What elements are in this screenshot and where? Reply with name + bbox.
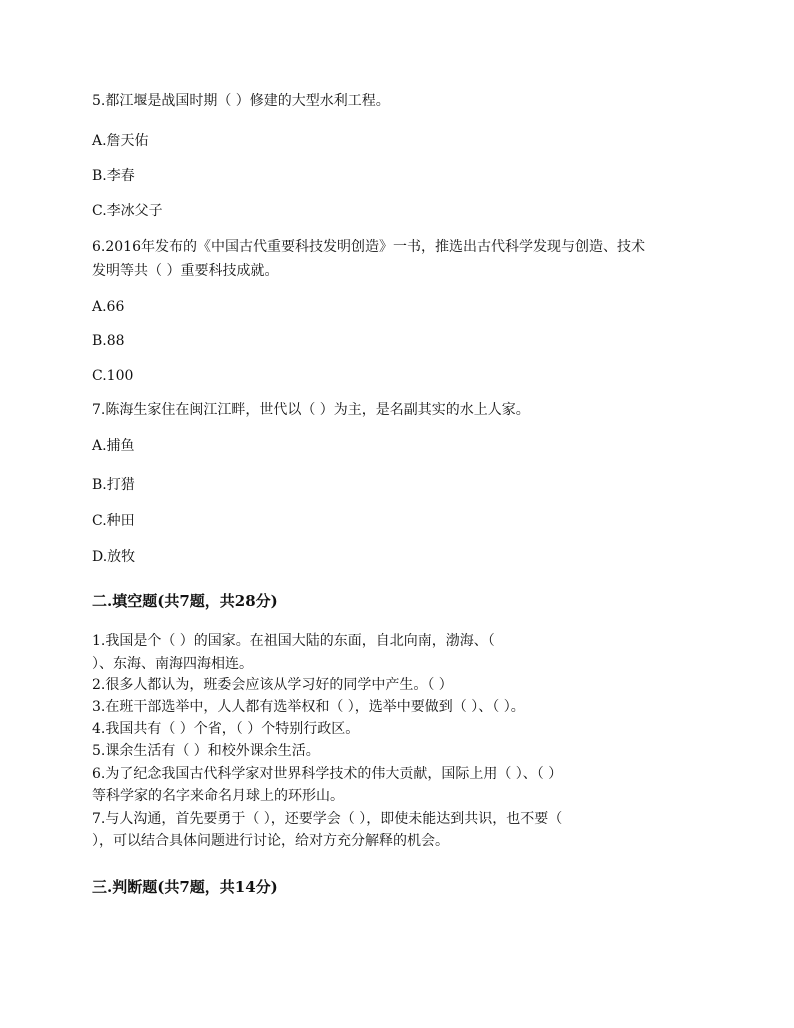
question-7-option-d: D.放牧: [92, 549, 136, 565]
question-6-stem-line2: 发明等共（ ）重要科技成就。: [92, 263, 279, 279]
question-6-option-c: C.100: [92, 368, 134, 384]
fill-line: 4.我国共有（ ）个省，（ ）个特别行政区。: [92, 721, 360, 737]
fill-line: 1.我国是个（ ）的国家。在祖国大陆的东面，自北向南，渤海、（: [92, 633, 495, 649]
question-7-option-c: C.种田: [92, 513, 135, 529]
question-6-stem-line1: 6.2016年发布的《中国古代重要科技发明创造》一书，推选出古代科学发现与创造、技术: [92, 239, 645, 255]
question-6-option-b: B.88: [92, 333, 125, 349]
question-7-option-a: A.捕鱼: [92, 438, 135, 454]
fill-line: ），可以结合具体问题进行讨论，给对方充分解释的机会。: [92, 833, 449, 849]
fill-line: 等科学家的名字来命名月球上的环形山。: [92, 788, 344, 804]
fill-line: 6.为了纪念我国古代科学家对世界科学技术的伟大贡献，国际上用（ ）、（ ）: [92, 766, 563, 782]
fill-line: 3.在班干部选举中，人人都有选举权和（ ），选举中要做到（ ）、（ ）。: [92, 699, 525, 715]
question-5-option-c: C.李冰父子: [92, 203, 163, 219]
fill-line: 2.很多人都认为，班委会应该从学习好的同学中产生。（ ）: [92, 677, 453, 693]
question-7-option-b: B.打猎: [92, 477, 135, 493]
question-5-stem: 5.都江堰是战国时期（ ）修建的大型水利工程。: [92, 93, 390, 109]
section-2-heading: 二.填空题(共7题，共28分): [92, 592, 278, 610]
question-5-option-b: B.李春: [92, 168, 135, 184]
question-7-stem: 7.陈海生家住在闽江江畔，世代以（ ）为主，是名副其实的水上人家。: [92, 402, 530, 418]
fill-line: ）、东海、南海四海相连。: [92, 656, 253, 672]
question-6-option-a: A.66: [92, 299, 125, 315]
fill-line: 7.与人沟通，首先要勇于（ ），还要学会（ ），即使未能达到共识，也不要（: [92, 811, 563, 827]
fill-line: 5.课余生活有（ ）和校外课余生活。: [92, 743, 320, 759]
question-5-option-a: A.詹天佑: [92, 133, 149, 149]
section-3-heading: 三.判断题(共7题，共14分): [92, 878, 278, 896]
